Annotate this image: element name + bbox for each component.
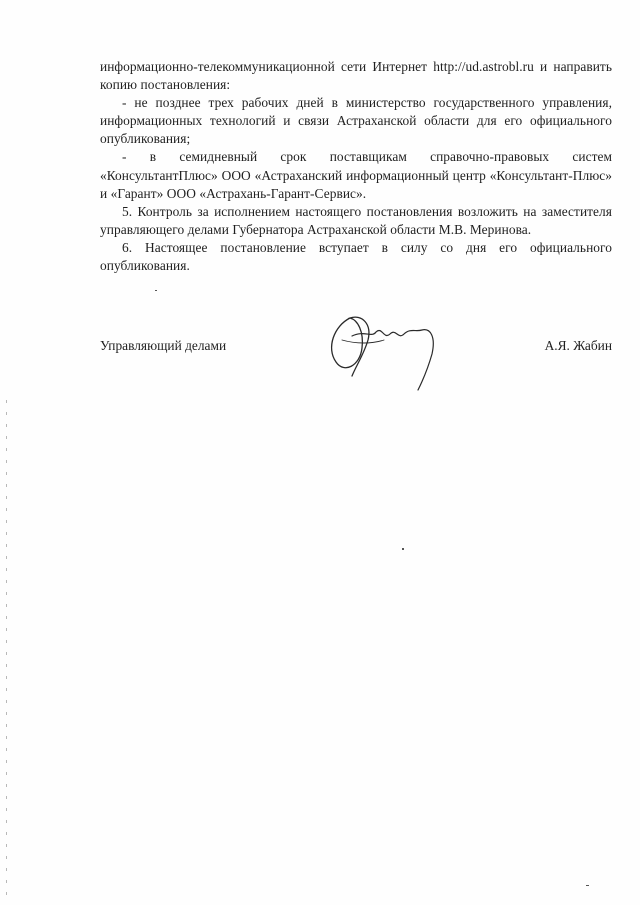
- document-body: [100, 58, 612, 275]
- paragraph-legal-systems: - в семидневный срок поставщикам справочно-правовых систем «КонсультантПлюс» ООО «Астраханский информационный центр «Консультант-Плюс» и «Гарант» ООО «Астрахань-Гарант-Сервис».: [100, 149, 612, 201]
- paragraph-control: 5. Контроль за исполнением настоящего постановления возложить на заместителя управляющего делами Губернатора Астраханской области М.В. Меринова.: [100, 203, 612, 237]
- scan-speck: [155, 290, 157, 291]
- paragraph-website-and-copy: информационно-телекоммуникационной сети Интернет http://ud.astrobl.ru и направить копию постановления:: [100, 59, 612, 93]
- scan-speck: [402, 548, 404, 550]
- signatory-title: Управляющий делами: [100, 338, 227, 353]
- handwritten-signature: [312, 296, 452, 396]
- scan-speck: [586, 885, 589, 886]
- paragraph-effective-date: 6. Настоящее постановление вступает в силу со дня его официального опубликования.: [100, 239, 612, 274]
- paragraph-ministry: - не позднее трех рабочих дней в министерство государственного управления, информационных технологий и связи Астраханской области для его официального опубликования;: [100, 95, 612, 147]
- signatory-name: А.Я. Жабин: [544, 338, 612, 353]
- scan-edge-artifact: [6, 400, 7, 900]
